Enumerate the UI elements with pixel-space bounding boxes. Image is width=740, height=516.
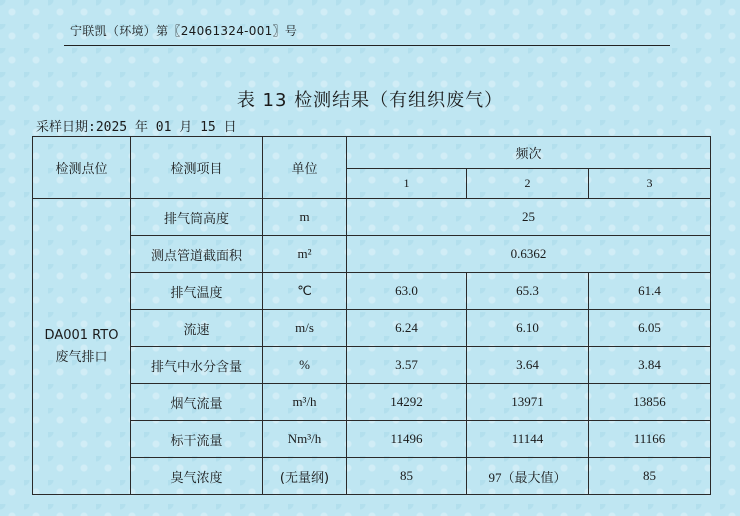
item-cell: 标干流量 [131,421,263,458]
point-cell: DA001 RTO 废气排口 [33,199,131,495]
value-cell: 6.10 [467,310,589,347]
value-cell: 11166 [589,421,711,458]
value-cell: 63.0 [347,273,467,310]
value-cell: 13971 [467,384,589,421]
value-cell: 85 [589,458,711,495]
value-cell: 6.05 [589,310,711,347]
table-title: 表 13 检测结果（有组织废气） [236,90,504,111]
header-point: 检测点位 [33,137,131,199]
freq-1: 1 [347,169,467,199]
unit-cell: Nm³/h [263,421,347,458]
value-cell: 6.24 [347,310,467,347]
unit-cell: % [263,347,347,384]
unit-cell: m² [263,236,347,273]
header-unit: 单位 [263,137,347,199]
table-row [33,347,711,384]
value-cell: 65.3 [467,273,589,310]
item-cell: 烟气流量 [131,384,263,421]
unit-cell: (无量纲) [263,458,347,495]
table-row [33,384,711,421]
table-row [33,421,711,458]
value-cell: 11496 [347,421,467,458]
item-cell: 排气温度 [131,273,263,310]
table-row [33,199,711,236]
unit-cell: m³/h [263,384,347,421]
sampling-date: 采样日期:2025 年 01 月 15 日 [36,120,237,135]
table-row [33,273,711,310]
merged-value-cell: 0.6362 [347,236,711,273]
value-cell: 14292 [347,384,467,421]
header-frequency: 频次 [347,137,711,169]
unit-cell: ℃ [263,273,347,310]
item-cell: 臭气浓度 [131,458,263,495]
table-header-row [33,137,711,169]
value-cell: 3.64 [467,347,589,384]
table-row [33,236,711,273]
item-cell: 排气筒高度 [131,199,263,236]
header-divider [64,45,670,46]
value-cell: 97（最大值） [467,458,589,495]
document-reference: 宁联凯（环境）第〖24061324-001〗号 [70,24,298,38]
table-row [33,458,711,495]
value-cell: 13856 [589,384,711,421]
value-cell: 85 [347,458,467,495]
item-cell: 流速 [131,310,263,347]
item-cell: 测点管道截面积 [131,236,263,273]
value-cell: 3.84 [589,347,711,384]
value-cell: 11144 [467,421,589,458]
header-item: 检测项目 [131,137,263,199]
unit-cell: m/s [263,310,347,347]
value-cell: 3.57 [347,347,467,384]
item-cell: 排气中水分含量 [131,347,263,384]
value-cell: 61.4 [589,273,711,310]
results-table [32,136,711,495]
table-row [33,310,711,347]
freq-3: 3 [589,169,711,199]
merged-value-cell: 25 [347,199,711,236]
freq-2: 2 [467,169,589,199]
unit-cell: m [263,199,347,236]
